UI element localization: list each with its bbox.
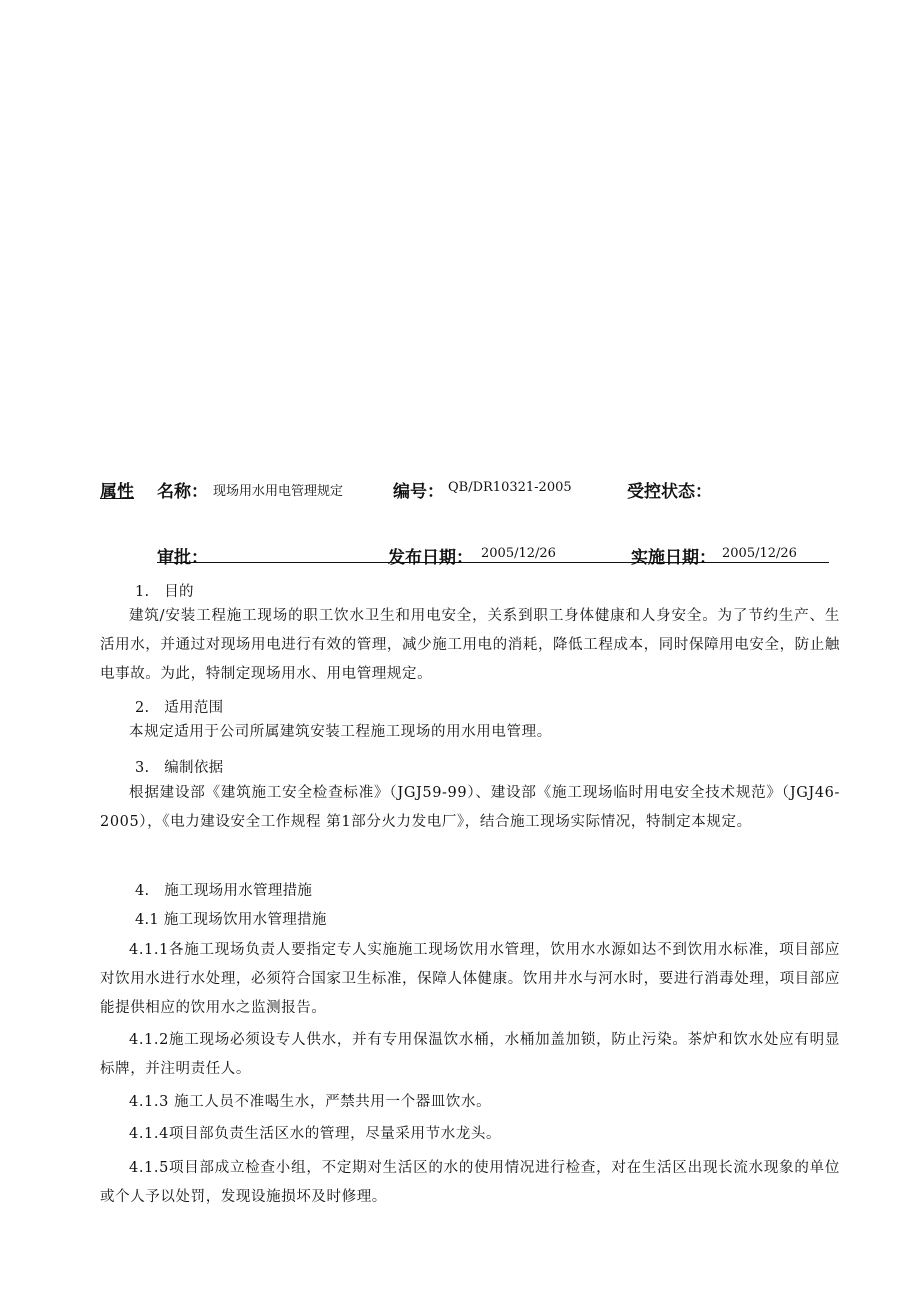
section-4-title: 4. 施工现场用水管理措施 <box>135 883 313 899</box>
effective-date-label: 实施日期： <box>631 548 716 568</box>
section-3-text: 根据建设部《建筑施工安全检查标准》（JGJ59-99）、建设部《施工现场临时用电安全技术规范》（JGJ46-2005），《电力建设安全工作规程 第1部分火力发电厂》，结合施工现场实际情况，特制定本规定。 <box>100 785 840 830</box>
approval-label: 审批： <box>157 548 208 568</box>
section-1-text: 建筑/安装工程施工现场的职工饮水卫生和用电安全，关系到职工身体健康和人身安全。为了节约生产、生活用水，并通过对现场用电进行有效的管理，减少施工用电的消耗，降低工程成本，同时保障用电安全，防止触电事故。为此，特制定现场用水、用电管理规定。 <box>100 608 840 682</box>
publish-date-label: 发布日期： <box>388 548 473 568</box>
section-3-title: 3. 编制依据 <box>135 760 224 776</box>
paragraph-4-1-3: 4.1.3 施工人员不准喝生水，严禁共用一个器皿饮水。 <box>129 1094 492 1110</box>
paragraph-4-1-1: 4.1.1各施工现场负责人要指定专人实施施工现场饮用水管理，饮用水水源如达不到饮用水标准，项目部应对饮用水进行水处理，必须符合国家卫生标准，保障人体健康。饮用井水与河水时，要进行消毒处理，项目部应能提供相应的饮用水之监测报告。 <box>100 942 840 1016</box>
paragraph-4-1-2: 4.1.2施工现场必须设专人供水，并有专用保温饮水桶，水桶加盖加锁，防止污染。茶炉和饮水处应有明显标牌，并注明责任人。 <box>100 1032 840 1077</box>
section-2-title: 2. 适用范围 <box>135 700 224 716</box>
code-label: 编号： <box>393 482 444 502</box>
paragraph-4-1-4: 4.1.4项目部负责生活区水的管理，尽量采用节水龙头。 <box>129 1126 502 1142</box>
section-1-title: 1. 目的 <box>135 584 194 600</box>
publish-date-value: 2005/12/26 <box>481 546 556 561</box>
name-label: 名称： <box>157 482 208 502</box>
section-2-text: 本规定适用于公司所属建筑安装工程施工现场的用水用电管理。 <box>129 724 552 740</box>
code-value: QB/DR10321-2005 <box>448 480 572 495</box>
attribute-label: 属性 <box>100 482 134 502</box>
section-4-1-title: 4.1 施工现场饮用水管理措施 <box>135 912 327 928</box>
paragraph-4-1-5: 4.1.5项目部成立检查小组，不定期对生活区的水的使用情况进行检查，对在生活区出现长流水现象的单位或个人予以处罚，发现设施损坏及时修理。 <box>100 1160 840 1205</box>
name-value: 现场用水用电管理规定 <box>213 484 344 499</box>
header-underline <box>157 562 829 563</box>
control-status-label: 受控状态： <box>627 482 712 502</box>
effective-date-value: 2005/12/26 <box>722 546 797 561</box>
